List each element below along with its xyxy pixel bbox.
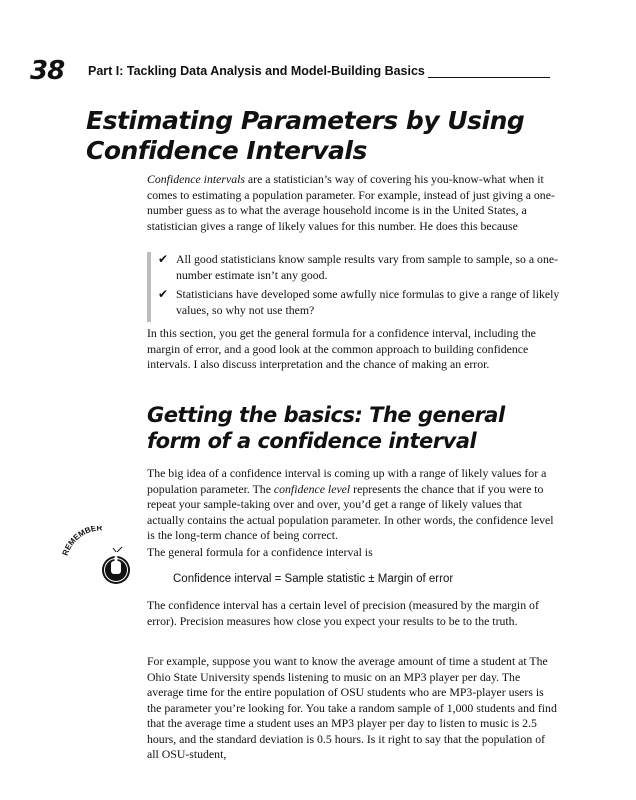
intro-term: Confidence intervals — [147, 172, 245, 186]
section-title-line2: Confidence Intervals — [86, 136, 367, 165]
confidence-level-term: confidence level — [273, 481, 351, 496]
checkmark-icon: ✔ — [158, 287, 169, 301]
example-paragraph: For example, suppose you want to know the average amount of time a student at The Ohio State University spends listening to music on an MP3 player per day. The average time for the entire population of OSU students who are MP3-player users is the parameter you’re looking for. You take a random sample of 1,000 students and find that the average time a student uses an MP3 player per day to listen to music is 2.5 hours, and the standard deviation is 0.5 hours. Is it right to say that the population of all OSU-student, — [147, 654, 557, 761]
intro-text: are a statistician’s way of covering his you-know-what when it comes to estimating a population parameter. For example, instead of just giving a one-number guess as to what the average household income is in the United States, a statistician gives a range of likely values for this number. He does this because — [147, 172, 555, 233]
subsection-title-line1: Getting the basics: The general — [147, 403, 505, 427]
intro-paragraph — [147, 172, 557, 234]
bullet-list — [147, 252, 563, 322]
section-title — [86, 106, 524, 166]
checkmark-icon: ✔ — [158, 252, 169, 266]
header-rule — [428, 77, 550, 78]
subsection-title-line2: form of a confidence interval — [147, 429, 477, 453]
bullet-text: All good statisticians know sample results vary from sample to sample, so a one-number estimate isn’t any good. — [176, 252, 559, 282]
remember-label: REMEMBER — [60, 526, 103, 557]
bullet-text: Statisticians have developed some awfully nice formulas to give a range of likely values, so why not use them? — [176, 287, 560, 317]
list-item — [151, 252, 563, 283]
big-idea-paragraph — [147, 466, 557, 544]
list-item — [151, 287, 563, 318]
page-number: 38 — [30, 56, 65, 86]
running-head: Part I: Tackling Data Analysis and Model-Building Basics — [88, 64, 425, 78]
formula-intro: The general formula for a confidence interval is — [147, 545, 373, 559]
big-idea-text: The big idea of a confidence interval is coming up with a range of likely values for a population parameter. The — [147, 466, 547, 496]
closing-paragraph: In this section, you get the general formula for a confidence interval, including the margin of error, and a good look at the common approach to building confidence intervals. I also discuss interpretation and the chance of making an error. — [147, 326, 536, 371]
remember-icon — [56, 526, 146, 586]
subsection-title — [147, 402, 505, 454]
big-idea-text-rest: represents the chance that if you were to repeat your sample-taking over and over, you’d get a range of likely values that actually contains the actual population parameter. In other words, the confidence level is the long-term chance of being correct. — [147, 481, 554, 542]
formula: Confidence interval = Sample statistic ± Margin of error — [173, 573, 454, 585]
precision-paragraph: The confidence interval has a certain level of precision (measured by the margin of error). Precision measures how close you expect your results to be to the truth. — [147, 598, 539, 628]
section-title-line1: Estimating Parameters by Using — [86, 106, 525, 135]
